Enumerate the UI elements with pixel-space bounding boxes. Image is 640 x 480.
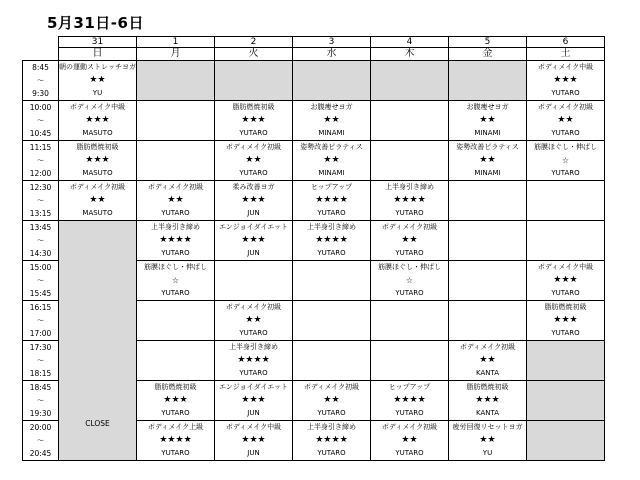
header-row xyxy=(23,37,605,61)
empty-cell xyxy=(137,141,215,181)
day-weekday: 金 xyxy=(482,48,493,59)
difficulty-stars: ★★ xyxy=(323,155,340,165)
close-label: CLOSE xyxy=(85,419,110,428)
difficulty-stars: ★★ xyxy=(401,435,418,445)
difficulty-stars: ☆ xyxy=(561,156,570,165)
day-header xyxy=(137,37,215,61)
slot-start-time: 17:30 xyxy=(29,343,52,352)
empty-cell xyxy=(449,261,527,301)
difficulty-stars: ★★★ xyxy=(241,195,266,205)
class-cell[interactable] xyxy=(449,141,527,181)
difficulty-stars: ★★★★ xyxy=(315,195,348,205)
instructor-name: YUTARO xyxy=(395,449,424,457)
class-name: ボディメイク初級 xyxy=(537,103,594,111)
difficulty-stars: ★★★ xyxy=(85,155,110,165)
day-weekday: 土 xyxy=(560,48,571,59)
slot-tilde: ～ xyxy=(36,116,45,125)
time-header-corner xyxy=(23,37,59,61)
empty-cell xyxy=(293,341,371,381)
slot-tilde: ～ xyxy=(36,316,45,325)
instructor-name: MINAMI xyxy=(318,169,345,177)
class-name: 上半身引き締め xyxy=(229,343,278,351)
difficulty-stars: ★★ xyxy=(401,235,418,245)
instructor-name: YUTARO xyxy=(161,249,190,257)
slot-end-time: 19:30 xyxy=(29,409,52,418)
difficulty-stars: ★★ xyxy=(167,195,184,205)
difficulty-stars: ★★★ xyxy=(553,275,578,285)
class-name: ボディメイク中級 xyxy=(69,103,126,111)
instructor-name: YUTARO xyxy=(395,289,424,297)
empty-cell xyxy=(371,101,449,141)
day-header xyxy=(215,37,293,61)
instructor-name: YUTARO xyxy=(551,289,580,297)
slot-start-time: 18:45 xyxy=(29,383,52,392)
class-name: 脂肪燃焼初級 xyxy=(544,303,587,311)
class-name: ボディメイク中級 xyxy=(225,423,282,431)
instructor-name: YUTARO xyxy=(161,449,190,457)
difficulty-stars: ★★ xyxy=(323,395,340,405)
time-cell xyxy=(23,101,59,141)
instructor-name: YUTARO xyxy=(239,129,268,137)
day-date: 2 xyxy=(215,37,292,48)
instructor-name: KANTA xyxy=(475,409,499,417)
class-name: 筋膜ほぐし・伸ばし xyxy=(534,143,597,151)
unavailable-cell xyxy=(527,381,605,421)
day-weekday: 火 xyxy=(248,48,259,59)
class-name: ボディメイク初級 xyxy=(147,183,204,191)
difficulty-stars: ★★★★ xyxy=(393,195,426,205)
difficulty-stars: ★★ xyxy=(557,115,574,125)
instructor-name: YUTARO xyxy=(239,169,268,177)
instructor-name: KANTA xyxy=(475,369,499,377)
class-name: 疲労回復リセットヨガ xyxy=(452,423,523,431)
slot-end-time: 12:00 xyxy=(29,169,52,178)
class-name: ボディメイク初級 xyxy=(69,183,126,191)
difficulty-stars: ★★★★ xyxy=(159,235,192,245)
schedule-table xyxy=(22,36,605,461)
class-cell[interactable] xyxy=(527,141,605,181)
day-weekday: 水 xyxy=(326,48,337,59)
slot-end-time: 17:00 xyxy=(29,329,52,338)
difficulty-stars: ★★ xyxy=(89,75,106,85)
class-name: ヒップアップ xyxy=(388,383,431,391)
class-cell[interactable] xyxy=(137,221,215,261)
day-date: 1 xyxy=(137,37,214,48)
difficulty-stars: ☆ xyxy=(405,276,414,285)
day-date: 5 xyxy=(449,37,526,48)
difficulty-stars: ★★★★ xyxy=(315,435,348,445)
class-name: 上半身引き締め xyxy=(385,183,434,191)
empty-cell xyxy=(371,141,449,181)
class-cell[interactable] xyxy=(215,301,293,341)
slot-start-time: 16:15 xyxy=(29,303,52,312)
slot-start-time: 20:00 xyxy=(29,423,52,432)
instructor-name: JUN xyxy=(247,409,260,417)
difficulty-stars: ★★ xyxy=(479,155,496,165)
class-cell[interactable] xyxy=(527,101,605,141)
slot-start-time: 10:00 xyxy=(29,103,52,112)
class-cell[interactable] xyxy=(137,181,215,221)
instructor-name: YUTARO xyxy=(317,209,346,217)
difficulty-stars: ☆ xyxy=(171,276,180,285)
instructor-name: JUN xyxy=(247,249,260,257)
slot-tilde: ～ xyxy=(36,396,45,405)
class-cell[interactable] xyxy=(527,61,605,101)
day-header xyxy=(527,37,605,61)
instructor-name: YUTARO xyxy=(551,329,580,337)
class-cell[interactable] xyxy=(137,381,215,421)
class-cell[interactable] xyxy=(215,421,293,461)
class-cell[interactable] xyxy=(527,261,605,301)
class-name: ヒップアップ xyxy=(310,183,353,191)
instructor-name: YUTARO xyxy=(317,409,346,417)
class-cell[interactable] xyxy=(371,181,449,221)
empty-cell xyxy=(371,301,449,341)
slot-end-time: 10:45 xyxy=(29,129,52,138)
instructor-name: YUTARO xyxy=(239,329,268,337)
instructor-name: YUTARO xyxy=(395,249,424,257)
instructor-name: MASUTO xyxy=(82,169,113,177)
difficulty-stars: ★★★ xyxy=(241,435,266,445)
difficulty-stars: ★★★ xyxy=(241,395,266,405)
instructor-name: YUTARO xyxy=(395,409,424,417)
difficulty-stars: ★★ xyxy=(89,195,106,205)
class-cell[interactable] xyxy=(59,61,137,101)
class-cell[interactable] xyxy=(293,141,371,181)
class-name: ボディメイク初級 xyxy=(381,223,438,231)
class-name: 姿勢改善ピラティス xyxy=(300,143,363,151)
slot-tilde: ～ xyxy=(36,156,45,165)
unavailable-cell xyxy=(293,61,371,101)
class-name: ボディメイク中級 xyxy=(537,63,594,71)
time-slot-row xyxy=(23,181,605,221)
schedule-body xyxy=(23,61,605,461)
slot-tilde: ～ xyxy=(36,436,45,445)
class-name: 筋膜ほぐし・伸ばし xyxy=(144,263,207,271)
class-cell[interactable] xyxy=(371,381,449,421)
time-cell xyxy=(23,261,59,301)
class-cell[interactable] xyxy=(449,421,527,461)
empty-cell xyxy=(293,261,371,301)
instructor-name: MASUTO xyxy=(82,129,113,137)
class-cell[interactable] xyxy=(137,261,215,301)
class-name: 脂肪燃焼初級 xyxy=(154,383,197,391)
empty-cell xyxy=(449,181,527,221)
class-name: ボディメイク上級 xyxy=(147,423,204,431)
unavailable-cell xyxy=(527,421,605,461)
class-cell[interactable] xyxy=(59,181,137,221)
class-cell[interactable] xyxy=(449,101,527,141)
slot-end-time: 13:15 xyxy=(29,209,52,218)
class-cell[interactable] xyxy=(371,261,449,301)
time-slot-row xyxy=(23,61,605,101)
class-name: 上半身引き締め xyxy=(307,223,356,231)
difficulty-stars: ★★★ xyxy=(163,395,188,405)
instructor-name: YUTARO xyxy=(161,409,190,417)
class-cell[interactable] xyxy=(215,381,293,421)
day-header xyxy=(449,37,527,61)
class-cell[interactable] xyxy=(215,181,293,221)
slot-tilde: ～ xyxy=(36,196,45,205)
unavailable-cell xyxy=(137,61,215,101)
difficulty-stars: ★★★★ xyxy=(315,235,348,245)
class-name: ボディメイク中級 xyxy=(537,263,594,271)
instructor-name: YU xyxy=(482,449,493,457)
class-cell[interactable] xyxy=(215,341,293,381)
difficulty-stars: ★★ xyxy=(479,355,496,365)
class-name: ボディメイク初級 xyxy=(225,143,282,151)
class-cell[interactable] xyxy=(293,221,371,261)
time-cell xyxy=(23,421,59,461)
slot-end-time: 9:30 xyxy=(32,89,49,98)
slot-tilde: ～ xyxy=(36,276,45,285)
empty-cell xyxy=(527,181,605,221)
class-cell[interactable] xyxy=(293,101,371,141)
unavailable-cell xyxy=(449,61,527,101)
slot-tilde: ～ xyxy=(36,76,45,85)
instructor-name: MASUTO xyxy=(82,209,113,217)
difficulty-stars: ★★★ xyxy=(241,235,266,245)
class-cell[interactable] xyxy=(59,101,137,141)
time-slot-row xyxy=(23,221,605,261)
instructor-name: YUTARO xyxy=(161,209,190,217)
instructor-name: JUN xyxy=(247,209,260,217)
day-weekday: 日 xyxy=(92,48,103,59)
time-cell xyxy=(23,341,59,381)
time-cell xyxy=(23,141,59,181)
class-name: お腹痩せヨガ xyxy=(466,103,509,111)
unavailable-cell xyxy=(371,61,449,101)
difficulty-stars: ★★★ xyxy=(241,115,266,125)
class-cell[interactable] xyxy=(449,341,527,381)
instructor-name: YU xyxy=(92,89,103,97)
class-cell[interactable] xyxy=(449,381,527,421)
empty-cell xyxy=(527,221,605,261)
class-cell[interactable] xyxy=(215,101,293,141)
unavailable-cell xyxy=(527,341,605,381)
slot-tilde: ～ xyxy=(36,236,45,245)
class-name: 姿勢改善ピラティス xyxy=(456,143,519,151)
closed-block xyxy=(59,221,137,461)
difficulty-stars: ★★ xyxy=(245,155,262,165)
class-name: お腹痩せヨガ xyxy=(310,103,353,111)
day-header xyxy=(59,37,137,61)
class-name: 上半身引き締め xyxy=(151,223,200,231)
difficulty-stars: ★★★★ xyxy=(393,395,426,405)
instructor-name: YUTARO xyxy=(239,369,268,377)
class-cell[interactable] xyxy=(527,301,605,341)
class-cell[interactable] xyxy=(215,141,293,181)
time-slot-row xyxy=(23,101,605,141)
difficulty-stars: ★★ xyxy=(479,435,496,445)
class-name: エンジョイダイエット xyxy=(218,223,289,231)
instructor-name: MINAMI xyxy=(318,129,345,137)
day-date: 4 xyxy=(371,37,448,48)
empty-cell xyxy=(137,101,215,141)
slot-start-time: 13:45 xyxy=(29,223,52,232)
class-name: ボディメイク初級 xyxy=(381,423,438,431)
class-name: 筋膜ほぐし・伸ばし xyxy=(378,263,441,271)
day-weekday: 月 xyxy=(170,48,181,59)
slot-start-time: 11:15 xyxy=(29,143,52,152)
slot-start-time: 12:30 xyxy=(29,183,52,192)
class-name: 朝の運動ストレッチヨガ xyxy=(59,63,136,71)
class-name: 脂肪燃焼初級 xyxy=(76,143,119,151)
difficulty-stars: ★★ xyxy=(323,115,340,125)
class-cell[interactable] xyxy=(215,221,293,261)
instructor-name: YUTARO xyxy=(161,289,190,297)
class-name: ボディメイク初級 xyxy=(225,303,282,311)
difficulty-stars: ★★★ xyxy=(553,75,578,85)
empty-cell xyxy=(371,341,449,381)
instructor-name: MINAMI xyxy=(474,169,501,177)
time-cell xyxy=(23,381,59,421)
empty-cell xyxy=(137,301,215,341)
empty-cell xyxy=(449,301,527,341)
class-cell[interactable] xyxy=(371,421,449,461)
unavailable-cell xyxy=(215,61,293,101)
schedule-title: 5月31日-6日 xyxy=(47,14,144,32)
instructor-name: YUTARO xyxy=(551,129,580,137)
slot-tilde: ～ xyxy=(36,356,45,365)
instructor-name: YUTARO xyxy=(551,89,580,97)
class-name: 上半身引き締め xyxy=(307,423,356,431)
class-cell[interactable] xyxy=(293,421,371,461)
instructor-name: YUTARO xyxy=(395,209,424,217)
empty-cell xyxy=(137,341,215,381)
class-cell[interactable] xyxy=(137,421,215,461)
slot-start-time: 8:45 xyxy=(32,63,49,72)
class-cell[interactable] xyxy=(371,221,449,261)
instructor-name: YUTARO xyxy=(551,169,580,177)
class-name: ボディメイク初級 xyxy=(459,343,516,351)
class-cell[interactable] xyxy=(293,381,371,421)
slot-start-time: 15:00 xyxy=(29,263,52,272)
slot-end-time: 18:15 xyxy=(29,369,52,378)
difficulty-stars: ★★ xyxy=(479,115,496,125)
day-weekday: 木 xyxy=(404,48,415,59)
day-date: 31 xyxy=(59,37,136,48)
instructor-name: JUN xyxy=(247,449,260,457)
difficulty-stars: ★★★★ xyxy=(159,435,192,445)
class-cell[interactable] xyxy=(293,181,371,221)
time-slot-row xyxy=(23,141,605,181)
slot-end-time: 20:45 xyxy=(29,449,52,458)
slot-end-time: 14:30 xyxy=(29,249,52,258)
instructor-name: YUTARO xyxy=(317,249,346,257)
day-header xyxy=(371,37,449,61)
empty-cell xyxy=(215,261,293,301)
class-name: 脂肪燃焼初級 xyxy=(232,103,275,111)
class-name: 柔み改善ヨガ xyxy=(232,183,275,191)
day-date: 6 xyxy=(527,37,604,48)
slot-end-time: 15:45 xyxy=(29,289,52,298)
day-date: 3 xyxy=(293,37,370,48)
class-name: ボディメイク初級 xyxy=(303,383,360,391)
difficulty-stars: ★★★ xyxy=(85,115,110,125)
difficulty-stars: ★★★ xyxy=(475,395,500,405)
time-cell xyxy=(23,221,59,261)
time-cell xyxy=(23,181,59,221)
instructor-name: YUTARO xyxy=(317,449,346,457)
empty-cell xyxy=(449,221,527,261)
time-cell xyxy=(23,301,59,341)
day-header xyxy=(293,37,371,61)
empty-cell xyxy=(293,301,371,341)
difficulty-stars: ★★ xyxy=(245,315,262,325)
difficulty-stars: ★★★★ xyxy=(237,355,270,365)
class-cell[interactable] xyxy=(59,141,137,181)
difficulty-stars: ★★★ xyxy=(553,315,578,325)
time-cell xyxy=(23,61,59,101)
instructor-name: MINAMI xyxy=(474,129,501,137)
class-name: エンジョイダイエット xyxy=(218,383,289,391)
class-name: 脂肪燃焼初級 xyxy=(466,383,509,391)
